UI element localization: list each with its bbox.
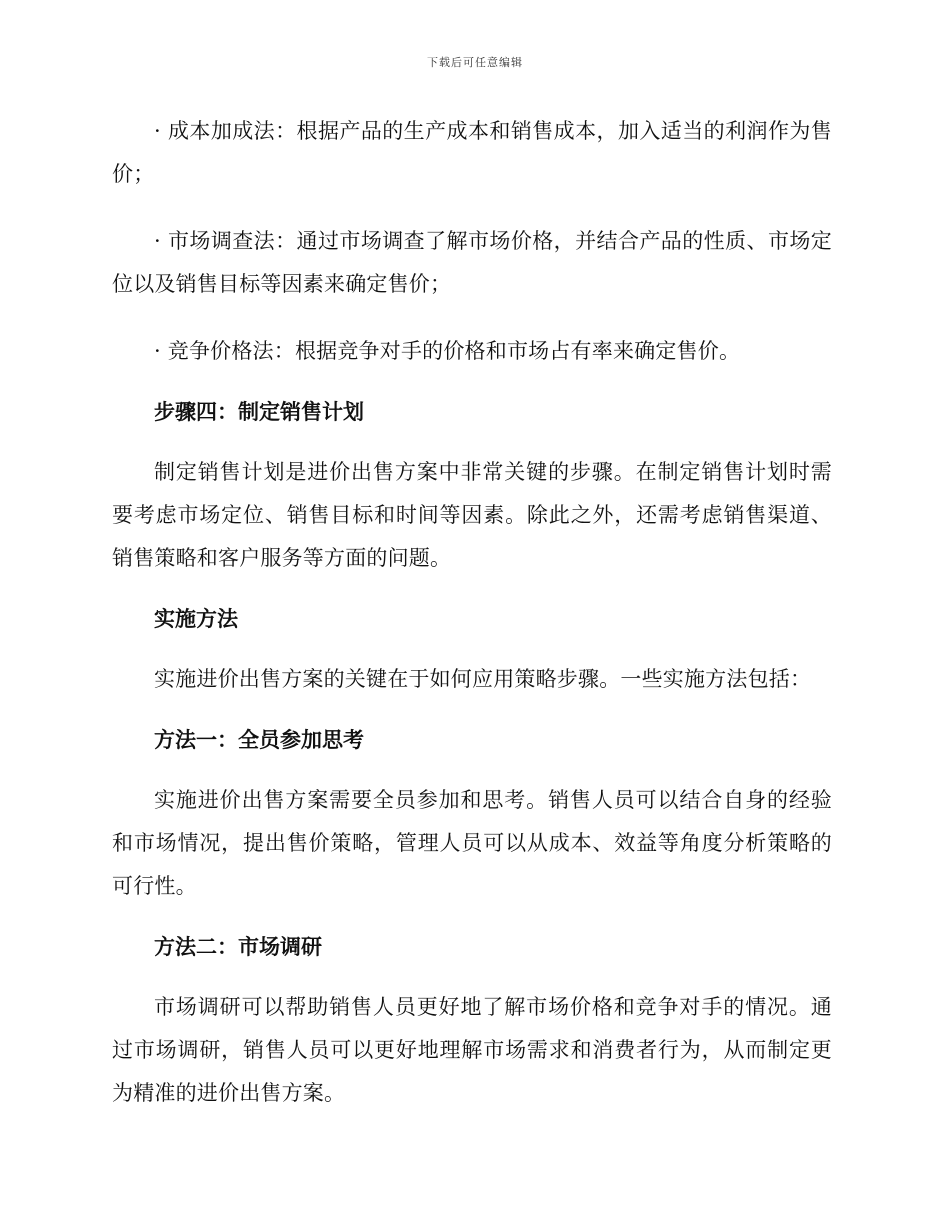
- bullet-cost-plus-method: · 成本加成法：根据产品的生产成本和销售成本，加入适当的利润作为售价；: [112, 119, 832, 186]
- paragraph-implementation: 实施进价出售方案的关键在于如何应用策略步骤。一些实施方法包括：: [154, 667, 812, 691]
- heading-method-two: 方法二：市场调研: [154, 935, 322, 959]
- paragraph-step-four: 制定销售计划是进价出售方案中非常关键的步骤。在制定销售计划时需要考虑市场定位、销售目标和时间等因素。除此之外，还需考虑销售渠道、销售策略和客户服务等方面的问题。: [112, 460, 832, 570]
- heading-step-four: 步骤四：制定销售计划: [154, 400, 364, 424]
- bullet-competitive-price-method: · 竞争价格法：根据竞争对手的价格和市场占有率来确定售价。: [154, 339, 741, 363]
- page-header: 下载后可任意编辑: [427, 56, 523, 69]
- paragraph-method-two: 市场调研可以帮助销售人员更好地了解市场价格和竞争对手的情况。通过市场调研，销售人员可以更好地理解市场需求和消费者行为，从而制定更为精准的进价出售方案。: [112, 995, 832, 1105]
- paragraph-method-one: 实施进价出售方案需要全员参加和思考。销售人员可以结合自身的经验和市场情况，提出售价策略，管理人员可以从成本、效益等角度分析策略的可行性。: [112, 788, 832, 898]
- bullet-market-survey-method: · 市场调查法：通过市场调查了解市场价格，并结合产品的性质、市场定位以及销售目标等因素来确定售价；: [112, 229, 832, 296]
- heading-method-one: 方法一：全员参加思考: [154, 728, 364, 752]
- document-body: [112, 110, 832, 1139]
- heading-implementation: 实施方法: [154, 607, 238, 631]
